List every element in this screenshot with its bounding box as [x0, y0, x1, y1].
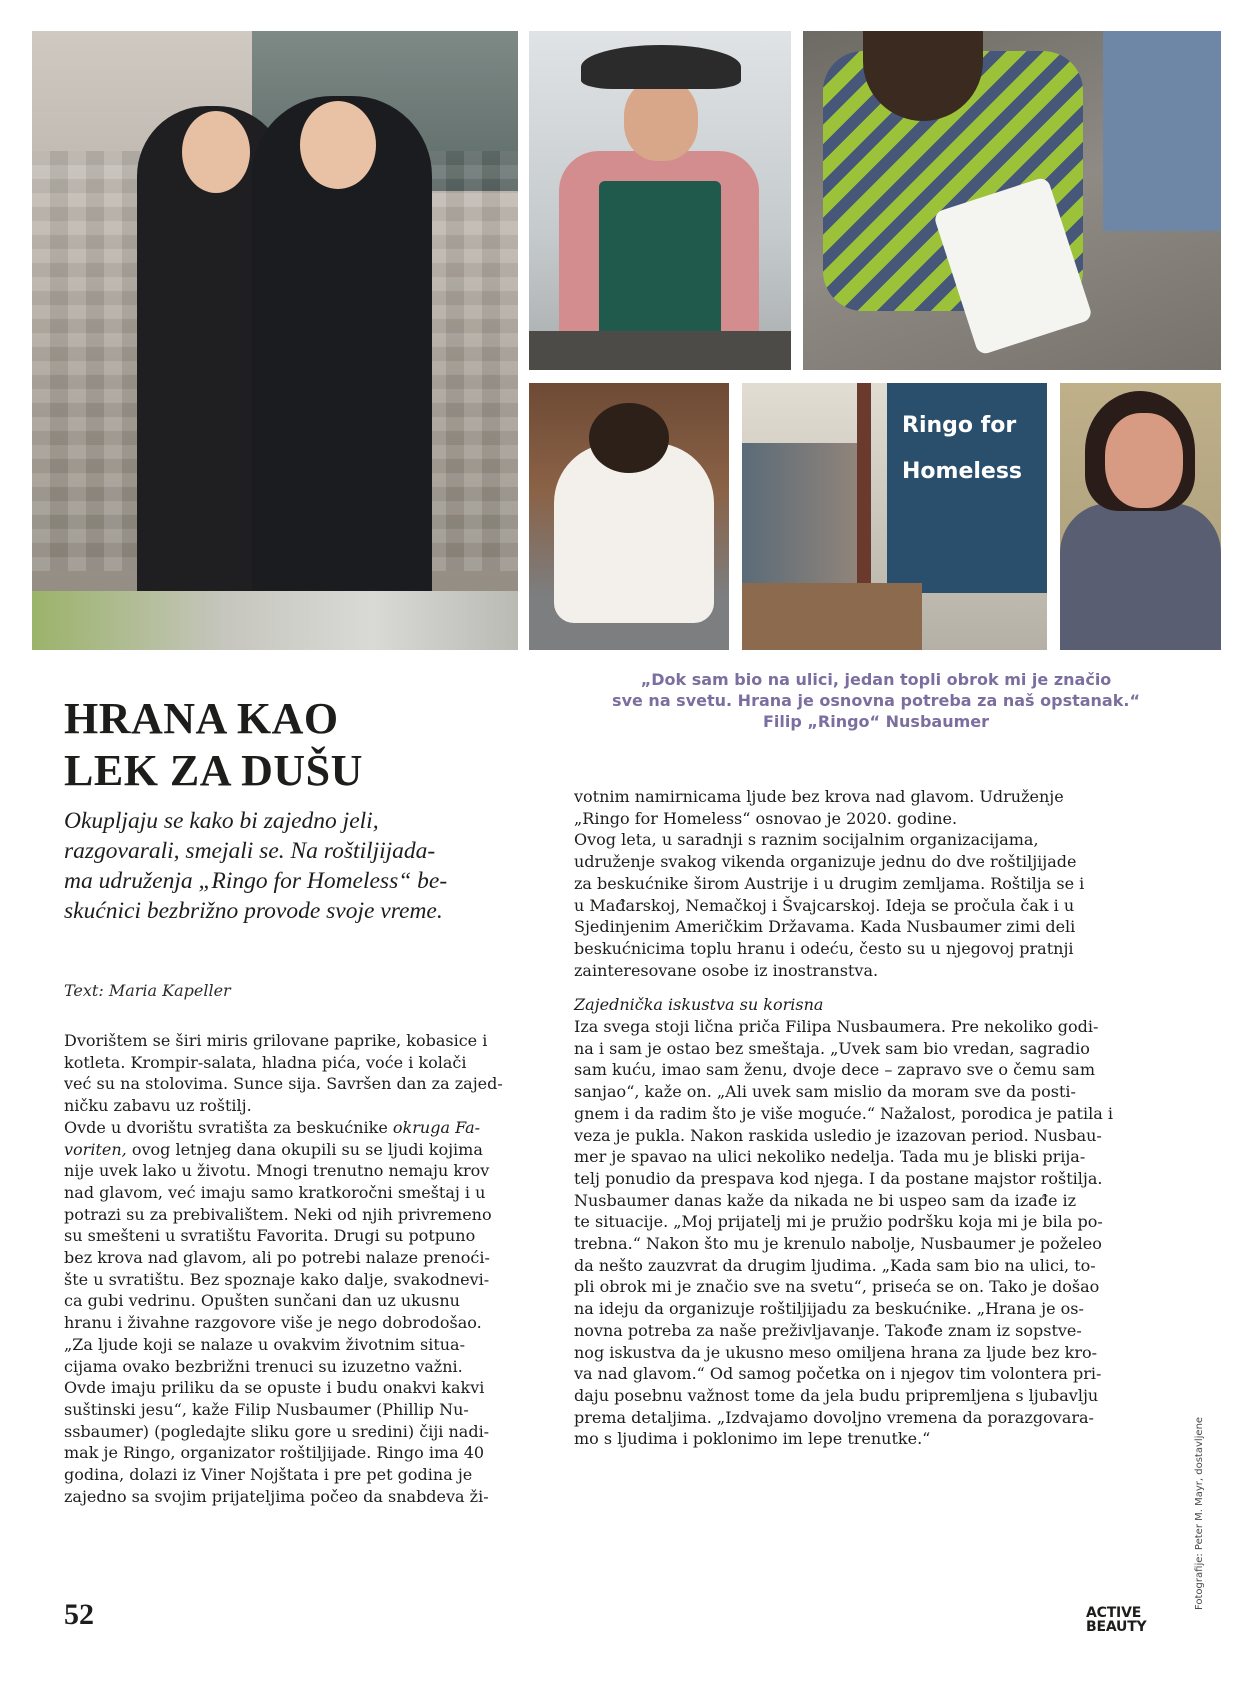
- col2-line: sam kuću, imao sam ženu, dvoje dece – zapravo sve o čemu sam: [574, 1060, 1096, 1080]
- col2-line: u Mađarskoj, Nemačkoj i Švajcarskoj. Ideja se pročula čak i u: [574, 895, 1075, 915]
- photo-girl-eating: [529, 383, 729, 650]
- col1-line: kotleta. Krompir-salata, hladna pića, voće i kolači: [64, 1052, 467, 1072]
- col1-line: ničku zabavu uz roštilj.: [64, 1096, 252, 1116]
- body-column-2: [574, 786, 1152, 1450]
- page-number: 52: [64, 1598, 94, 1631]
- food-table: [32, 591, 518, 650]
- author-byline: Text: Maria Kapeller: [64, 981, 231, 1000]
- col1-text: Ovde u dvorištu svratišta za beskućnike: [64, 1117, 393, 1137]
- face-left: [182, 111, 250, 193]
- col2-line: mo s ljudima i poklonimo im lepe trenutke.“: [574, 1429, 931, 1449]
- col1-italic-text: okruga Fa-: [392, 1117, 481, 1137]
- col2-line: udruženje svakog vikenda organizuje jednu do dve roštiljijade: [574, 852, 1077, 872]
- col2-line: nog iskustva da je ukusno meso omiljena hrana za ljude bez kro-: [574, 1342, 1098, 1362]
- lede: [64, 806, 544, 926]
- col1-line: potrazi su za prebivalištem. Neki od njih privremeno: [64, 1204, 492, 1224]
- col1-line: nije uvek lako u životu. Mnogi trenutno nemaju krov: [64, 1161, 490, 1181]
- col2-line: prema detaljima. „Izdvajamo dovoljno vremena da porazgovara-: [574, 1407, 1094, 1427]
- col1-line: su smešteni u svratištu Favorita. Drugi su potpuno: [64, 1226, 476, 1246]
- lede-line-1: Okupljaju se kako bi zajedno jeli,: [64, 808, 379, 834]
- banner-line-2: Homeless: [902, 459, 1023, 484]
- photo-credit: Fotografije: Peter M. Mayr, dostavljene: [1194, 1416, 1205, 1610]
- col1-line: mak je Ringo, organizator roštiljijade. Ringo ima 40: [64, 1443, 485, 1463]
- banner-text: [902, 403, 1042, 495]
- col1-line: Ovde imaju priliku da se opuste i budu onakvi kakvi: [64, 1378, 485, 1398]
- col1-line: „Za ljude koji se nalaze u ovakvim životnim situa-: [64, 1334, 465, 1354]
- headline: [64, 693, 534, 797]
- col2-line: Sjedinjenim Američkim Državama. Kada Nusbaumer zimi deli: [574, 917, 1076, 937]
- col1-line: suštinski jesu“, kaže Filip Nusbaumer (Phillip Nu-: [64, 1399, 469, 1419]
- headline-line-2: LEK ZA DUŠU: [64, 746, 363, 795]
- col2-line: da nešto zauzvrat da drugim ljudima. „Kada sam bio na ulici, to-: [574, 1255, 1096, 1275]
- col2-line: sanjao“, kaže on. „Ali uvek sam mislio da moram sve da posti-: [574, 1082, 1076, 1102]
- col2-line: trebna.“ Nakon što mu je krenulo nabolje, Nusbaumer je poželeo: [574, 1234, 1102, 1254]
- col1-line: Dvorištem se širi miris grilovane paprike, kobasice i: [64, 1031, 488, 1050]
- woman-face: [1105, 413, 1183, 508]
- banner-line-1: Ringo for: [902, 413, 1017, 438]
- col1-text: ovog letnjeg dana okupili su se ljudi kojima: [126, 1139, 483, 1159]
- man-face: [624, 79, 698, 161]
- photo-woman-glasses: [1060, 383, 1221, 650]
- col1-line: ssbaumer) (pogledajte sliku gore u sredini) čiji nadi-: [64, 1421, 490, 1441]
- bread-table: [742, 583, 922, 650]
- col2-line: votnim namirnicama ljude bez krova nad glavom. Udruženje: [574, 787, 1064, 806]
- photo-banner: [742, 383, 1047, 650]
- photo-man-with-hat: [529, 31, 791, 370]
- col1-line: [64, 1117, 554, 1139]
- girl-hair: [589, 403, 669, 473]
- headline-line-1: HRANA KAO: [64, 694, 339, 743]
- col2-line: za beskućnike širom Austrije i u drugim zemljama. Roštilja se i: [574, 873, 1085, 893]
- col1-line: [64, 1139, 554, 1161]
- col2-line: telj ponudio da prespava kod njega. I da postane majstor roštilja.: [574, 1168, 1103, 1188]
- photo-child-with-plate: [803, 31, 1221, 370]
- logo-line-1: ACTIVE: [1086, 1605, 1142, 1621]
- photo-two-women: [32, 31, 518, 650]
- col2-line: mer je spavao na ulici nekoliko nedelja. Tada mu je bliski prija-: [574, 1147, 1086, 1167]
- col2-line: Nusbaumer danas kaže da nikada ne bi uspeo sam da izađe iz: [574, 1190, 1077, 1210]
- magazine-logo: [1086, 1606, 1147, 1634]
- subheading: Zajednička iskustva su korisna: [574, 995, 824, 1015]
- lede-line-4: skućnici bezbrižno provode svoje vreme.: [64, 898, 443, 924]
- volunteers: [742, 443, 857, 583]
- face-right: [300, 101, 376, 189]
- jeans: [1103, 31, 1221, 231]
- col2-line: na ideju da organizuje roštiljijadu za beskućnike. „Hrana je os-: [574, 1299, 1084, 1319]
- col2-line: daju posebnu važnost tome da jela budu pripremljena s ljubavlju: [574, 1385, 1099, 1405]
- pull-quote-attribution: Filip „Ringo“ Nusbaumer: [762, 712, 989, 731]
- col1-line: zajedno sa svojim prijateljima počeo da snabdeva ži-: [64, 1486, 489, 1506]
- col1-line: godina, dolazi iz Viner Nojštata i pre pet godina je: [64, 1465, 473, 1485]
- col1-line: ca gubi vedrinu. Opušten sunčani dan uz ukusnu: [64, 1291, 460, 1311]
- col1-line: cijama ovako bezbrižni trenuci su izuzetno važni.: [64, 1356, 463, 1376]
- col2-line: pli obrok mi je značio sve na svetu“, priseća se on. Tako je došao: [574, 1277, 1100, 1297]
- woman-body: [1060, 503, 1221, 650]
- logo-line-2: BEAUTY: [1086, 1619, 1147, 1635]
- col2-line: Ovog leta, u saradnji s raznim socijalnim organizacijama,: [574, 830, 1039, 850]
- col2-line: „Ringo for Homeless“ osnovao je 2020. godine.: [574, 808, 958, 828]
- lede-line-2: razgovarali, smejali se. Na roštiljijada-: [64, 838, 436, 864]
- pull-quote: [596, 669, 1156, 732]
- col1-line: hranu i živahne razgovore više je nego dobrodošao.: [64, 1313, 482, 1333]
- col2-line: na i sam je ostao bez smeštaja. „Uvek sam bio vredan, sagradio: [574, 1038, 1090, 1058]
- grill: [529, 331, 791, 370]
- col2-line: va nad glavom.“ Od samog početka on i njegov tim volontera pri-: [574, 1364, 1102, 1384]
- col2-line: Iza svega stoji lična priča Filipa Nusbaumera. Pre nekoliko godi-: [574, 1017, 1099, 1037]
- col1-italic-text: voriten,: [64, 1139, 127, 1159]
- col1-line: nad glavom, već imaju samo kratkoročni smeštaj i u: [64, 1182, 486, 1202]
- col2-line: novna potreba za naše preživljavanje. Takođe znam iz sopstve-: [574, 1320, 1082, 1340]
- col1-line: bez krova nad glavom, ali po potrebi nalaze prenoći-: [64, 1248, 490, 1268]
- col1-line: već su na stolovima. Sunce sija. Savršen dan za zajed-: [64, 1074, 503, 1094]
- col2-line: zainteresovane osobe iz inostranstva.: [574, 960, 879, 980]
- col2-line: te situacije. „Moj prijatelj mi je pružio podršku koja mi je bila po-: [574, 1212, 1103, 1232]
- lede-line-3: ma udruženja „Ringo for Homeless“ be-: [64, 868, 448, 894]
- col2-line: veza je pukla. Nakon raskida usledio je izazovan period. Nusbau-: [574, 1125, 1102, 1145]
- col2-line: gnem i da radim što je više moguće.“ Nažalost, porodica je patila i: [574, 1103, 1113, 1123]
- col2-line: beskućnicima toplu hranu i odeću, često su u njegovoj pratnji: [574, 938, 1074, 958]
- col1-line: šte u svratištu. Bez spoznaje kako dalje, svakodnevi-: [64, 1269, 490, 1289]
- body-column-1: [64, 1030, 554, 1507]
- pull-quote-line-2: sve na svetu. Hrana je osnovna potreba za naš opstanak.“: [612, 691, 1140, 710]
- pull-quote-line-1: „Dok sam bio na ulici, jedan topli obrok mi je značio: [640, 670, 1112, 689]
- cowboy-hat: [581, 45, 741, 89]
